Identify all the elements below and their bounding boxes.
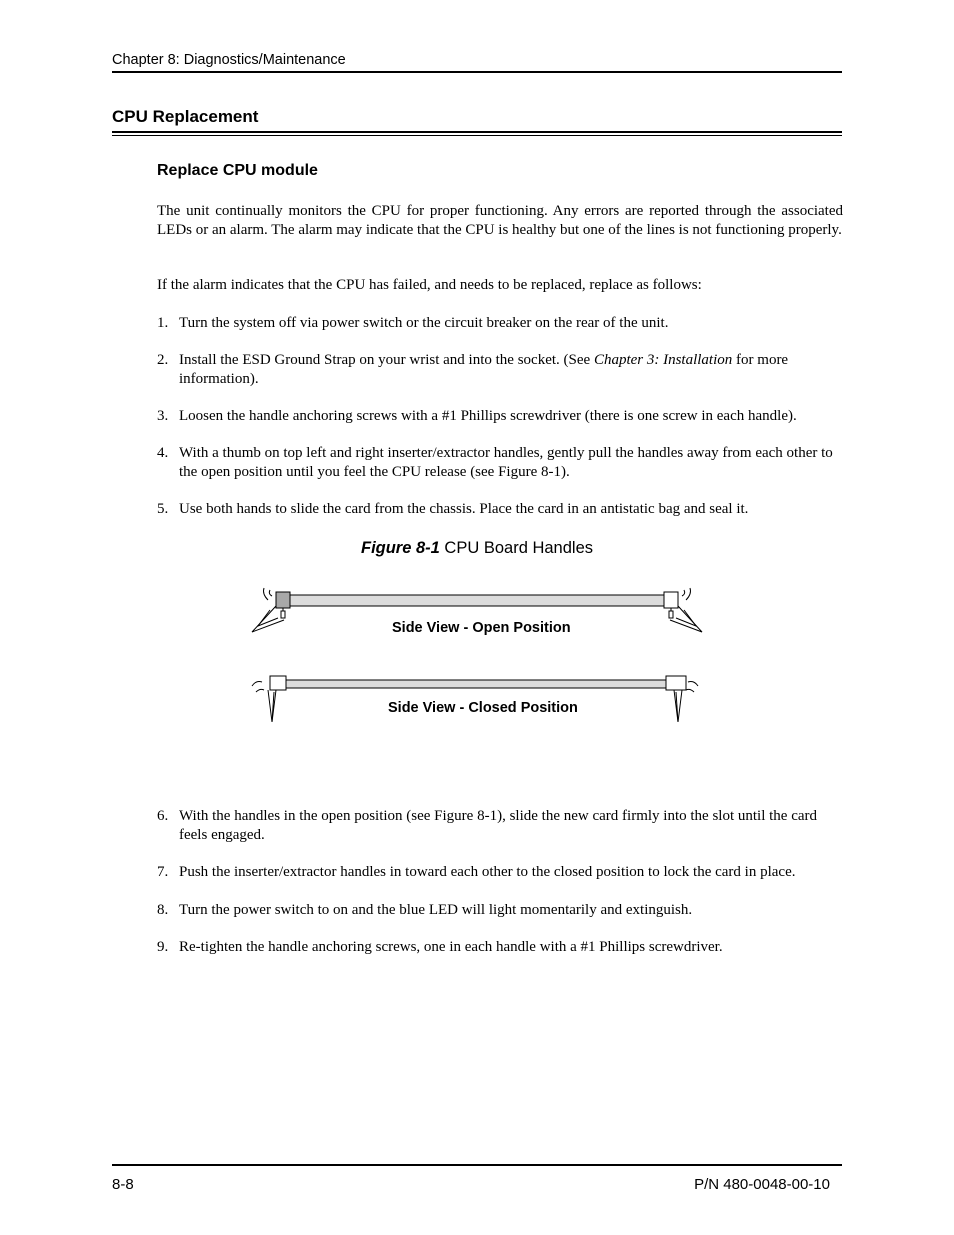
left-handle-closed <box>270 676 286 690</box>
step-4 <box>157 444 843 482</box>
step-1 <box>157 314 843 333</box>
right-handle-open <box>664 592 678 608</box>
figure-caption <box>0 539 954 558</box>
figure-title: CPU Board Handles <box>439 539 594 557</box>
step-text <box>179 351 843 389</box>
step-8 <box>157 901 843 920</box>
step-number: 7. <box>157 864 169 880</box>
intro-paragraph-1: The unit continually monitors the CPU for proper functioning. Any errors are reported through the associated LEDs or an alarm. The alarm may indicate that the CPU is healthy but one of the lines is not functioning properly. <box>157 203 843 238</box>
footer-rule <box>112 1164 842 1166</box>
step-7 <box>157 863 843 882</box>
right-handle-closed <box>666 676 686 690</box>
part-number: P/N 480-0048-00-10 <box>694 1176 830 1193</box>
step-number: 5. <box>157 501 169 517</box>
step-number: 6. <box>157 808 169 824</box>
step-number: 2. <box>157 352 169 368</box>
figure-label-open: Side View - Open Position <box>392 620 571 636</box>
figure-label-closed: Side View - Closed Position <box>388 700 578 716</box>
step-9 <box>157 938 843 957</box>
title-rule-thin <box>112 135 842 136</box>
step-number: 4. <box>157 445 169 461</box>
step-text: Use both hands to slide the card from the chassis. Place the card in an antistatic bag and seal it. <box>179 501 749 517</box>
step-text-post: for more information). <box>179 352 789 387</box>
header-rule <box>112 71 842 73</box>
section-title: CPU Replacement <box>112 107 259 126</box>
title-rule <box>112 131 842 133</box>
step-3 <box>157 407 843 426</box>
step-text: Re-tighten the handle anchoring screws, one in each handle with a #1 Phillips screwdriver. <box>179 939 723 955</box>
step-number: 1. <box>157 315 169 331</box>
figure-number: Figure 8-1 <box>360 539 440 557</box>
intro-paragraph-2: If the alarm indicates that the CPU has failed, and needs to be replaced, replace as follows: <box>157 277 702 293</box>
chapter-reference: Chapter 3: Installation <box>593 352 733 368</box>
step-text: Loosen the handle anchoring screws with a #1 Phillips screwdriver (there is one screw in each handle). <box>179 408 797 424</box>
subsection-title: Replace CPU module <box>157 162 318 179</box>
step-text: Turn the system off via power switch or the circuit breaker on the rear of the unit. <box>179 315 669 331</box>
step-number: 3. <box>157 408 169 424</box>
step-6 <box>157 807 843 845</box>
step-2 <box>157 351 843 389</box>
step-text: With the handles in the open position (see Figure 8-1), slide the new card firmly into the slot until the card feels engaged. <box>179 808 817 843</box>
card-closed <box>282 680 668 688</box>
page-number: 8-8 <box>112 1176 134 1193</box>
running-head: Chapter 8: Diagnostics/Maintenance <box>112 52 346 68</box>
card-open <box>276 595 668 606</box>
step-text: Push the inserter/extractor handles in toward each other to the closed position to lock the card in place. <box>179 864 796 880</box>
step-number: 9. <box>157 939 169 955</box>
left-handle-open <box>276 592 290 608</box>
step-5 <box>157 500 843 519</box>
step-number: 8. <box>157 902 169 918</box>
step-text-pre: Install the ESD Ground Strap on your wrist and into the socket. (See <box>179 352 594 368</box>
step-text: Turn the power switch to on and the blue LED will light momentarily and extinguish. <box>179 902 693 918</box>
step-text: With a thumb on top left and right inserter/extractor handles, gently pull the handles away from each other to the open position until you feel the CPU release (see Figure 8-1). <box>179 445 833 480</box>
